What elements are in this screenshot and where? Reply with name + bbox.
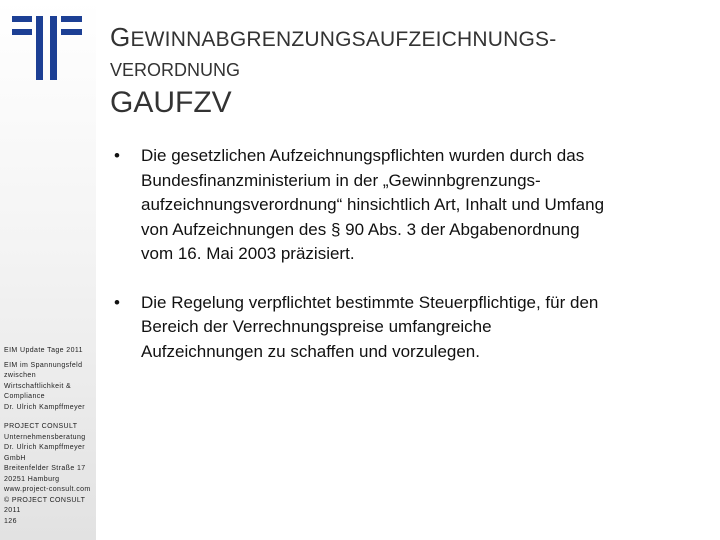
company-line: 2011 bbox=[4, 507, 21, 514]
bullet-item bbox=[112, 144, 702, 267]
title-initial: G bbox=[110, 22, 131, 52]
bullet-line: Bereich der Verrechnungspreise umfangreiche bbox=[141, 317, 492, 336]
bullet-list bbox=[112, 144, 702, 364]
bullet-line: Die gesetzlichen Aufzeichnungspflichten wurden durch das bbox=[141, 146, 585, 165]
bullet-line: vom 16. Mai 2003 präzisiert. bbox=[141, 244, 355, 263]
event-line: Dr. Ulrich Kampffmeyer bbox=[4, 403, 86, 411]
bullet-line: von Aufzeichnungen des § 90 Abs. 3 der Abgabenordnung bbox=[141, 219, 580, 239]
company-line: Dr. Ulrich Kampffmeyer bbox=[4, 444, 86, 451]
project-consult-logo-icon bbox=[12, 16, 82, 80]
event-line: EIM Update Tage 2011 bbox=[4, 347, 83, 354]
bullet-marker: • bbox=[114, 146, 120, 165]
company-line: Breitenfelder Straße 17 bbox=[4, 465, 86, 472]
event-line: Compliance bbox=[4, 393, 45, 400]
event-line: EIM im Spannungsfeld bbox=[4, 361, 83, 369]
bullet-line: Die Regelung verpflichtet bestimmte Steuerpflichtige, für den bbox=[141, 292, 599, 312]
company-line: Unternehmensberatung bbox=[4, 433, 86, 441]
bullet-marker: • bbox=[114, 292, 120, 312]
event-line: Wirtschaftlichkeit & bbox=[4, 382, 72, 390]
company-line: www.project-consult.com bbox=[4, 486, 91, 493]
page-number: 126 bbox=[4, 517, 17, 525]
page-title-line2: VERORDNUNG bbox=[110, 60, 241, 80]
event-line: zwischen bbox=[4, 372, 36, 379]
company-line: GmbH bbox=[4, 454, 26, 462]
company-line: PROJECT CONSULT bbox=[4, 423, 78, 430]
title-rest: EWINNABGRENZUNGSAUFZEICHNUNGS- bbox=[130, 28, 557, 51]
company-line: 20251 Hamburg bbox=[4, 475, 60, 483]
company-line: © PROJECT CONSULT bbox=[4, 496, 86, 504]
page-title-abbreviation: GAUFZV bbox=[110, 86, 232, 119]
bullet-line: Aufzeichnungen zu schaffen und vorzulegen. bbox=[141, 341, 480, 361]
company-info bbox=[4, 422, 94, 527]
bullet-line: aufzeichnungsverordnung“ hinsichtlich Art, Inhalt und Umfang bbox=[141, 195, 605, 214]
bullet-item bbox=[112, 291, 702, 365]
event-info bbox=[4, 346, 94, 413]
sidebar bbox=[0, 0, 96, 540]
bullet-line: Bundesfinanzministerium in der „Gewinnbgrenzungs- bbox=[141, 170, 541, 190]
page-title-line1 bbox=[110, 22, 556, 53]
